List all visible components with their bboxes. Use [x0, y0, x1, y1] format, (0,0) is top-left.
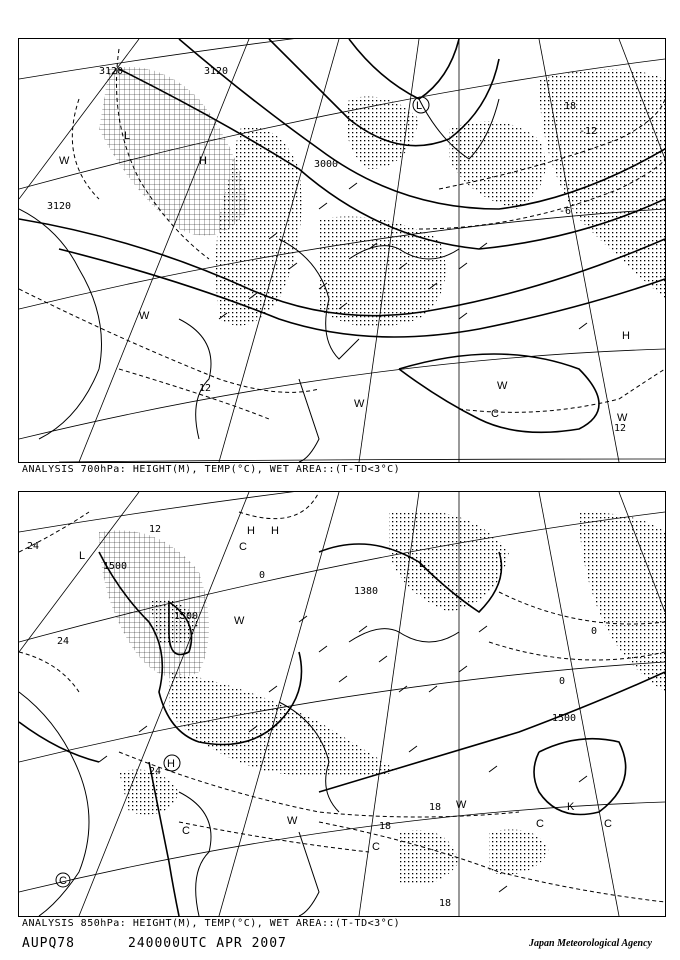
agency-credit: Japan Meteorological Agency	[529, 938, 652, 949]
center-marker: H	[271, 525, 279, 537]
center-marker: W	[354, 398, 365, 410]
caption-850hpa: ANALYSIS 850hPa: HEIGHT(M), TEMP(°C), WET AREA::(T-TD<3°C)	[22, 918, 401, 929]
map-850hpa	[18, 491, 666, 917]
center-marker: K	[567, 801, 575, 813]
height-label: 1380	[354, 586, 379, 597]
height-label: 3120	[204, 66, 229, 77]
center-marker: C	[59, 875, 67, 887]
center-marker: H	[199, 155, 207, 167]
map-850hpa-canvas	[19, 492, 665, 916]
temp-label: -6	[559, 206, 572, 217]
center-marker: H	[167, 758, 175, 770]
temp-label: 24	[27, 541, 40, 552]
temp-label: 24	[57, 636, 70, 647]
map-700hpa	[18, 38, 666, 463]
temp-label: 12	[614, 423, 627, 434]
temp-label: 0	[591, 626, 598, 637]
center-marker: L	[124, 130, 131, 142]
center-marker: W	[287, 815, 298, 827]
center-marker: L	[79, 550, 86, 562]
temp-label: 18	[439, 898, 452, 909]
height-label: 1500	[174, 611, 199, 622]
center-marker: C	[536, 818, 544, 830]
valid-time: 240000UTC APR 2007	[128, 936, 287, 951]
center-marker: L	[419, 558, 426, 570]
temp-label: 0	[559, 676, 566, 687]
height-label: 1500	[552, 713, 577, 724]
center-marker: H	[622, 330, 630, 342]
center-marker: W	[456, 799, 467, 811]
temp-label: 12	[199, 383, 212, 394]
temp-label: 18	[429, 802, 442, 813]
temp-label: -12	[579, 126, 598, 137]
center-marker: W	[617, 412, 628, 424]
height-label: 3120	[99, 66, 124, 77]
center-marker: W	[139, 310, 150, 322]
center-marker: H	[247, 525, 255, 537]
temp-label: 12	[149, 524, 162, 535]
map-700hpa-canvas	[19, 39, 665, 462]
temp-label: 24	[149, 766, 162, 777]
temp-label: 18	[564, 101, 577, 112]
height-label: 3120	[47, 201, 72, 212]
temp-label: 18	[379, 821, 392, 832]
center-marker: W	[59, 155, 70, 167]
center-marker: C	[604, 818, 612, 830]
height-label: 3000	[314, 159, 339, 170]
center-marker: W	[234, 615, 245, 627]
center-marker: L	[416, 100, 423, 112]
center-marker: W	[497, 380, 508, 392]
height-label: 1500	[103, 561, 128, 572]
chart-code: AUPQ78	[22, 936, 75, 951]
temp-label: 0	[259, 570, 266, 581]
center-marker: C	[491, 408, 499, 420]
center-marker: C	[239, 541, 247, 553]
center-marker: C	[182, 825, 190, 837]
wet-area-700	[99, 67, 665, 327]
caption-700hpa: ANALYSIS 700hPa: HEIGHT(M), TEMP(°C), WET AREA::(T-TD<3°C)	[22, 464, 401, 475]
center-marker: C	[372, 841, 380, 853]
